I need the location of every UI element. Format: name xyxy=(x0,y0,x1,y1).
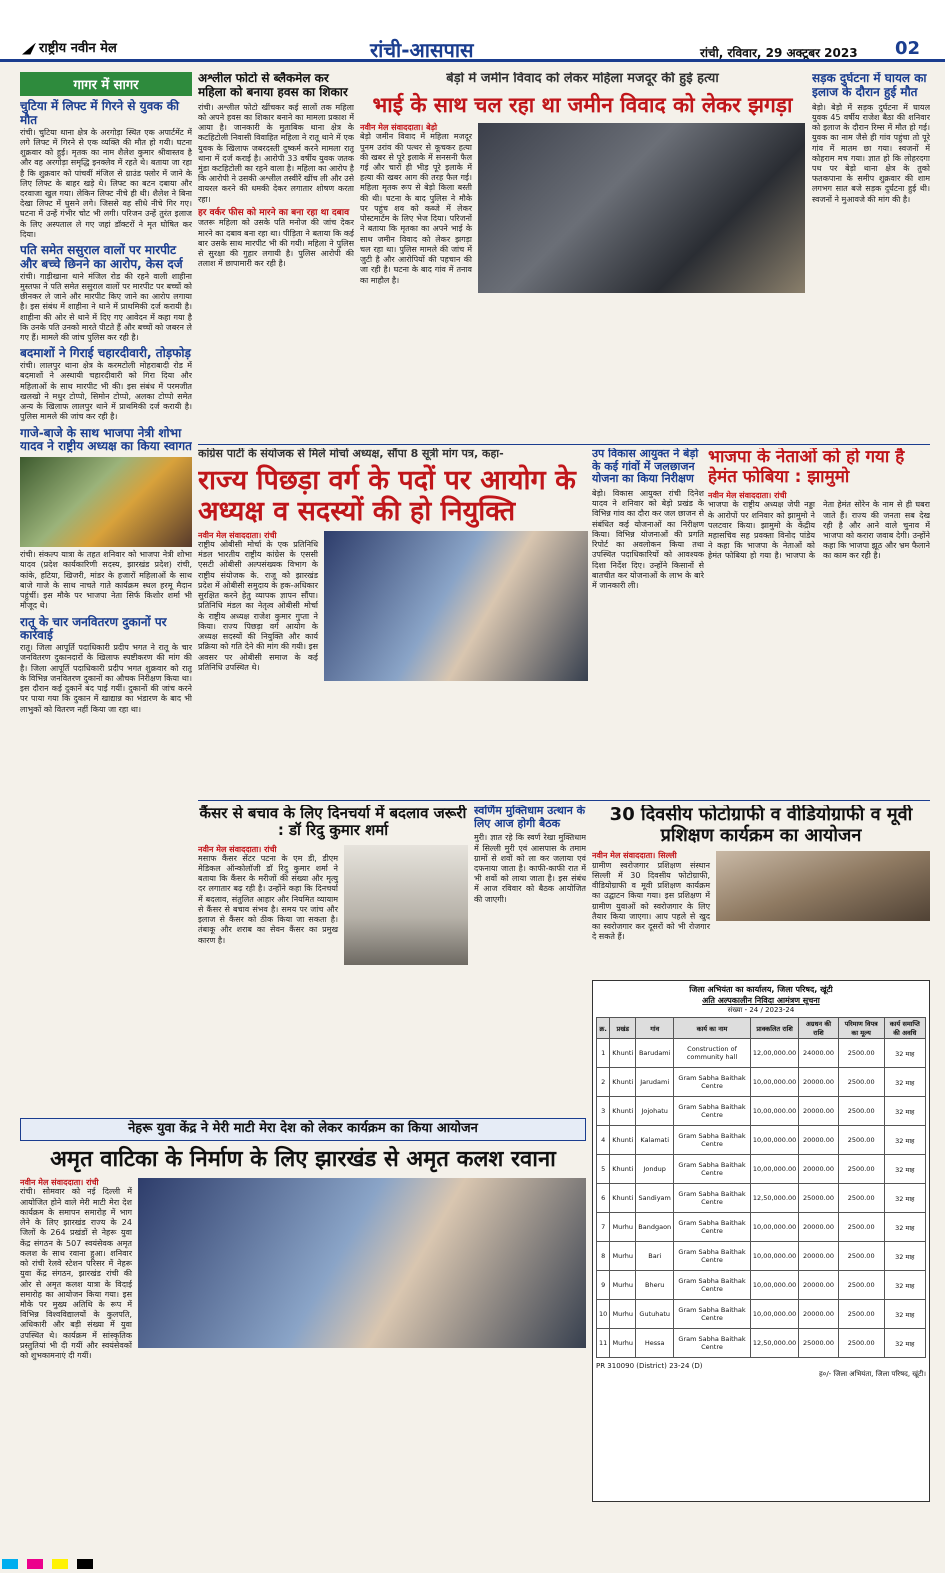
crematorium-story xyxy=(474,805,586,1115)
table-cell: 1 xyxy=(597,1039,610,1068)
table-cell: 20000.00 xyxy=(799,1068,838,1097)
table-cell: Gram Sabha Baithak Centre xyxy=(674,1068,751,1097)
story-body: रांची। सोमवार को नई दिल्ली में आयोजित होने वाले मेरी माटी मेरा देश कार्यक्रम के समापन समारोह में भाग लेने के लिए झारखंड राज्य के 24 जिलों के 264 प्रखंडों से नेहरू युवा केंद्र संगठन के 507 स्वयंसेवक अमृत कलश के साथ रवाना हुआ। शनिवार को रांची रेलवे स्टेशन परिसर में नेहरू युवा केंद्र संगठन, झारखंड रांची की ओर से अमृत कलश यात्रा के विदाई समारोह का आयोजन किया गया। इस मौके पर मुख्य अतिथि के रूप में विभिन्न विश्वविद्यालयों के कुलपति, अधिकारी और बड़ी संख्या में युवा उपस्थित थे। कार्यक्रम में सांस्कृतिक प्रस्तुतियां भी दी गयीं और स्वयंसेवकों को शुभकामनाएं दी गयीं। xyxy=(20,1187,132,1361)
table-cell: 2500.00 xyxy=(838,1242,884,1271)
table-cell: 2500.00 xyxy=(838,1097,884,1126)
table-cell: 20000.00 xyxy=(799,1300,838,1329)
table-cell: Gutuhatu xyxy=(636,1300,674,1329)
tender-code: PR 310090 (District) 23-24 (D) xyxy=(596,1362,703,1370)
story-title: बदमाशों ने गिराई चहारदीवारी, तोड़फोड़ xyxy=(20,346,191,361)
lead-headline: भाई के साथ चल रहा था जमीन विवाद को लेकर झगड़ा xyxy=(372,92,793,117)
story-body: भाजपा के राष्ट्रीय अध्यक्ष जेपी नड्डा के आरोपों पर शनिवार को झामुमो ने पलटवार किया। झामुमो के केंद्रीय महासचिव सह प्रवक्ता विनोद पांडेय ने कहा कि भाजपा के नेताओं को हेमंत फोबिया हो गया है। भाजपा के नेता हेमंत सोरेन के नाम से ही घबरा जाते हैं। राज्य की जनता सब देख रही है और आने वाले चुनाव में भाजपा को करारा जवाब देगी। उन्होंने कहा कि भाजपा झूठ और भ्रम फैलाने का काम कर रही है। xyxy=(708,500,930,561)
table-cell: 12,50,000.00 xyxy=(750,1184,798,1213)
masthead xyxy=(0,0,945,62)
crime-scene-photo xyxy=(478,123,805,293)
story-body: मुरी। ज्ञात रहे कि स्वर्ण रेखा मुक्तिधाम में सिल्ली मुरी एवं आसपास के तमाम ग्रामों से शवों को ला कर जलाया एवं दफनाया जाता है। काफी-काफी रात में भी शवों को लाया जाता है। इस संबंध में आज रविवार को बैठक आयोजित की जाएगी। xyxy=(474,833,586,904)
story-body: ग्रामीण स्वरोजगार प्रशिक्षण संस्थान सिल्ली में 30 दिवसीय फोटोग्राफी, वीडियोग्राफी व मूवी प्रशिक्षण कार्यक्रम का उद्घाटन किया गया। इस प्रशिक्षण में ग्रामीण युवाओं को स्वरोजगार के लिए तैयार किया जाएगा। आप पहले से खुद का स्वरोजगार कर दूसरों को भी रोजगार दे सकते हैं। xyxy=(592,860,710,942)
table-cell: Murhu xyxy=(610,1271,636,1300)
story-body: जतरू महिला को उसके पति मनोज की जांच देकर मारने का दबाव बना रहा था। पीड़िता ने बताया कि कई बार उसके साथ मारपीट भी की गयी। महिला ने पुलिस से सुरक्षा की गुहार लगायी है। पुलिस आरोपी की तलाश में छापामारी कर रही है। xyxy=(198,218,354,269)
table-cell: 32 माह xyxy=(884,1097,925,1126)
table-cell: 32 माह xyxy=(884,1329,925,1358)
tender-signature: ह०/- जिला अभियंता, जिला परिषद, खूंटी। xyxy=(818,1370,926,1378)
byline: नवीन मेल संवाददाता। रांची xyxy=(708,491,787,501)
table-cell: 11 xyxy=(597,1329,610,1358)
table-cell: Kalamati xyxy=(636,1126,674,1155)
send-off-photo xyxy=(138,1178,586,1348)
story-title: रातू के चार जनवितरण दुकानों पर कार्रवाई xyxy=(20,614,167,643)
table-cell: Gram Sabha Baithak Centre xyxy=(674,1242,751,1271)
table-cell: Murhu xyxy=(610,1213,636,1242)
gagar-banner: गागर में सागर xyxy=(20,72,192,96)
table-cell: 20000.00 xyxy=(799,1213,838,1242)
congress-text xyxy=(198,531,318,681)
story-body: बेड़ो। बेड़ो में सड़क दुर्घटना में घायल युवक 45 वर्षीय राजेश बैठा की शनिवार को इलाज के दौरान रिम्स में मौत हो गई। युवक का नाम जैसे ही गांव पहुंचा तो पूरे गांव में मातम छा गया। स्वजनों में कोहराम मच गया। ज्ञात हो कि लोहरदगा पथ पर बेड़ो थाना क्षेत्र के तुको फतकपाना के समीप शुक्रवार की शाम लगभग सात बजे सड़क दुर्घटना हुई थी। स्वजनों ने मुआवजे की मांग की है। xyxy=(812,102,930,204)
story-body: मसाफ कैंसर सेंटर पटना के एम डी, डीएम मेडिकल ऑन्कोलॉजी डॉ रिदु कुमार शर्मा ने बताया कि कैंसर के मरीजों की संख्या और मृत्यु दर लगातार बढ़ रही है। उन्होंने कहा कि दिनचर्या में बदलाव, संतुलित आहार और नियमित व्यायाम से कैंसर से बचाव संभव है। समय पर जांच और इलाज से कैंसर को ठीक किया जा सकता है। तंबाकू और शराब का सेवन कैंसर का प्रमुख कारण है। xyxy=(198,853,338,945)
table-cell: 5 xyxy=(597,1155,610,1184)
story-body: रांची। लालपुर थाना क्षेत्र के करमटोली मोहराबादी रोड में बदमाशों ने अस्थायी चहारदीवारी को गिरा दिया और महिलाओं के साथ मारपीट भी की। इस संबंध में परमजीत खलखो ने मधुर टोप्पो, सिमोन टोप्पो, अलका टोप्पो समेत अन्य के खिलाफ लालपुर थाने में प्राथमिकी दर्ज करायी है। पुलिस मामले की जांच कर रही है। xyxy=(20,361,192,422)
table-cell: Jarudami xyxy=(636,1068,674,1097)
column-header: क्र. xyxy=(597,1018,610,1039)
magenta-swatch xyxy=(27,1559,43,1569)
story-title: गाजे-बाजे के साथ भाजपा नेत्री शोभा यादव ने राष्ट्रीय अध्यक्ष का किया स्वागत xyxy=(20,425,192,454)
table-cell: 20000.00 xyxy=(799,1155,838,1184)
story-body: राष्ट्रीय ओबीसी मोर्चा के एक प्रतिनिधि मंडल भारतीय राष्ट्रीय कांग्रेस के एससी एसटी ओबीसी अल्पसंख्यक विभाग के राष्ट्रीय संयोजक के. राजू को झारखंड प्रदेश में ओबीसी समुदाय के हक-अधिकार सुरक्षित करने हेतु व्यापक ज्ञापन सौंपा। प्रतिनिधि मंडल का नेतृत्व ओबीसी मोर्चा के राष्ट्रीय अध्यक्ष राजेश कुमार गुप्ता ने किया। राज्य पिछड़ा वर्ग आयोग के अध्यक्ष सदस्यों की नियुक्ति और कार्य प्रक्रिया को गति देने की मांग की गयी। इस अवसर पर ओबीसी समाज के कई प्रतिनिधि उपस्थित थे। xyxy=(198,539,318,672)
table-cell: 2500.00 xyxy=(838,1184,884,1213)
tender-table xyxy=(596,1017,926,1358)
table-cell: Hessa xyxy=(636,1329,674,1358)
congress-story xyxy=(198,448,588,798)
table-cell: 9 xyxy=(597,1271,610,1300)
story-body: रांची। गाड़ीखाना थाने मंजिल रोड की रहने वाली शाहीना मुस्तफा ने पति समेत ससुराल वालों पर मारपीट पर बच्चों को छीनकर ले जाने और मारपीट किए जाने का आरोप लगाया है। इस संबंध में शाहीना ने थाने में प्राथमिकी दर्ज करायी है। शाहीना की ओर से थाने में दिए गए आवेदन में कहा गया है कि उनके पति उनको मारते पीटते हैं और बच्चों को जबरन ले गए हैं। मामले की जांच पुलिस कर रही है। xyxy=(20,271,192,343)
yellow-swatch xyxy=(52,1559,68,1569)
column-header: प्रखंड xyxy=(610,1018,636,1039)
divider xyxy=(198,444,930,445)
story-body: बेड़ो। विकास आयुक्त रांची दिनेश यादव ने शनिवार को बेड़ो प्रखंड के विभिन्न गांव का दौरा कर जल छाजन से संबंधित कई योजनाओं का निरीक्षण किया। विभिन्न योजनाओं की प्रगति रिपोर्ट का अवलोकन किया तथा उपस्थित पदाधिकारियों को आवश्यक दिशा निर्देश दिए। उन्होंने किसानों से बातचीत कर योजनाओं के लाभ के बारे में जानकारी ली। xyxy=(592,488,704,591)
byline: नवीन मेल संवाददाता। रांची xyxy=(198,530,277,540)
cyan-swatch xyxy=(2,1559,18,1569)
table-cell: 2500.00 xyxy=(838,1271,884,1300)
story-body: बेड़ो जमीन विवाद में महिला मजदूर पुनम उरांव की पत्थर से कूचकर हत्या की खबर से पूरे इलाके में सनसनी फैल गई और चारों ही भीड़ पूरे इलाके में हत्या की खबर आग की तरह फैल गई। महिला मृतक रूप से बेड़ो किला बस्ती की थी। घटना के बाद पुलिस ने मौके पर पहुंच शव को कब्जे में लेकर पोस्टमार्टम के लिए भेज दिया। परिजनों ने बताया कि मृतका का अपने भाई के साथ जमीन विवाद को लेकर झगड़ा चल रहा था। पुलिस मामले की जांच में जुटी है और आरोपियों की पहचान की जा रही है। घटना के बाद गांव में तनाव का माहौल है। xyxy=(360,132,472,285)
amrit-text xyxy=(20,1178,132,1361)
cancer-headline: कैंसर से बचाव के लिए दिनचर्या में बदलाव जरूरी : डॉ रिदु कुमार शर्मा xyxy=(199,805,467,840)
story-kicker: कांग्रेस पार्टी के संयोजक से मिले मोर्चा अध्यक्ष, सौंपा 8 सूत्री मांग पत्र, कहा- xyxy=(198,448,504,460)
table-cell: Sandiyam xyxy=(636,1184,674,1213)
table-cell: Khunti xyxy=(610,1126,636,1155)
story-body: रांची। चुटिया थाना क्षेत्र के अरगोड़ा स्थित एक अपार्टमेंट में लगे लिफ्ट में गिरने से एक व्यक्ति की मौत हो गयी। घटना शुक्रवार को हुई। मृतक का नाम शैलेश कुमार श्रीवास्तव है और वह अरगोड़ा समृद्धि इनक्लेव में रहते थे। बताया जा रहा है कि शुक्रवार को पांचवीं मंजिल से ग्राउंड फ्लोर में जाने के लिए लिफ्ट के बाहर खड़े थे। लिफ्ट का बटन दबाया और दरवाजा खुल गया। लेकिन लिफ्ट नीचे ही थी। शैलेश ने बिना देखा लिफ्ट में घुसने लगे। जिससे वह सीधे नीचे गिर गए। घटना में उन्हें गंभीर चोट भी लगी। परिजन उन्हें तुरंत इलाज के लिए अस्पताल ले गए जहां डॉक्टरों ने मृत घोषित कर दिया। xyxy=(20,127,192,239)
column-header: अग्रधन की राशि xyxy=(799,1018,838,1039)
table-cell: 2500.00 xyxy=(838,1155,884,1184)
story-body: रातू। जिला आपूर्ति पदाधिकारी प्रदीप भगत ने रातू के चार जनवितरण दुकानदारों के खिलाफ स्पष्टीकरण की मांग की है। जिला आपूर्ति पदाधिकारी प्रदीप भगत शुक्रवार को रातू के विभिन्न जनवितरण दुकानों का औचक निरीक्षण किया था। इस दौरान कई दुकानें बंद पाई गयीं। दुकानों की जांच करने पर पाया गया कि दुकान में खाद्यान्न का भंडारण के बाद भी लाभुकों को वितरण नहीं किया जा रहा था। xyxy=(20,643,192,714)
table-cell: 4 xyxy=(597,1126,610,1155)
table-cell: Gram Sabha Baithak Centre xyxy=(674,1155,751,1184)
table-cell: 6 xyxy=(597,1184,610,1213)
rally-photo xyxy=(20,457,192,547)
story-kicker: नेहरू युवा केंद्र ने मेरी माटी मेरा देश को लेकर कार्यक्रम का किया आयोजन xyxy=(128,1121,478,1136)
table-cell: 25000.00 xyxy=(799,1329,838,1358)
tender-office: जिला अभियंता का कार्यालय, जिला परिषद, खूंटी xyxy=(689,985,833,994)
page-number: 02 xyxy=(895,38,921,59)
table-cell: 2500.00 xyxy=(838,1126,884,1155)
lead-text-column xyxy=(360,123,472,293)
table-cell: 2500.00 xyxy=(838,1068,884,1097)
table-cell: Murhu xyxy=(610,1329,636,1358)
table-cell: Murhu xyxy=(610,1300,636,1329)
column-header: प्राक्कलित राशि xyxy=(750,1018,798,1039)
table-cell: 20000.00 xyxy=(799,1126,838,1155)
amrit-kalash-story xyxy=(20,1118,586,1550)
byline: नवीन मेल संवाददाता। रांची xyxy=(198,844,277,854)
table-cell: 32 माह xyxy=(884,1039,925,1068)
table-cell: Construction of community hall xyxy=(674,1039,751,1068)
table-cell: Gram Sabha Baithak Centre xyxy=(674,1213,751,1242)
table-cell: 32 माह xyxy=(884,1068,925,1097)
cancer-text xyxy=(198,845,338,965)
byline: नवीन मेल संवाददाता। बेड़ो xyxy=(360,123,438,133)
table-row xyxy=(597,1242,926,1271)
table-cell: 32 माह xyxy=(884,1242,925,1271)
column-header: कार्य समाप्ति की अवधि xyxy=(884,1018,925,1039)
table-cell: Jondup xyxy=(636,1155,674,1184)
story-title: उप विकास आयुक्त ने बेड़ो के कई गांवों में जलछाजन योजना का किया निरीक्षण xyxy=(592,448,699,486)
table-cell: 10,00,000.00 xyxy=(750,1068,798,1097)
column-header: गांव xyxy=(636,1018,674,1039)
table-cell: Khunti xyxy=(610,1097,636,1126)
pen-nib-icon xyxy=(22,43,36,55)
brand-logo xyxy=(22,38,117,56)
table-cell: Khunti xyxy=(610,1155,636,1184)
table-cell: 3 xyxy=(597,1097,610,1126)
table-cell: Gram Sabha Baithak Centre xyxy=(674,1097,751,1126)
table-cell: 10,00,000.00 xyxy=(750,1213,798,1242)
table-row xyxy=(597,1300,926,1329)
table-cell: Barudami xyxy=(636,1039,674,1068)
cancer-story xyxy=(198,805,468,1115)
table-cell: 2500.00 xyxy=(838,1300,884,1329)
tender-notice xyxy=(592,980,930,1502)
story-title: चुटिया में लिफ्ट में गिरने से युवक की मौत xyxy=(20,99,180,127)
table-cell: 32 माह xyxy=(884,1155,925,1184)
story-title: स्वर्णिम मुक्तिधाम उत्थान के लिए आज होगी बैठक xyxy=(474,805,586,830)
table-cell: 8 xyxy=(597,1242,610,1271)
table-cell: Gram Sabha Baithak Centre xyxy=(674,1329,751,1358)
table-cell: Gram Sabha Baithak Centre xyxy=(674,1271,751,1300)
section-title: रांची-आसपास xyxy=(370,38,474,62)
table-cell: 32 माह xyxy=(884,1184,925,1213)
table-row xyxy=(597,1097,926,1126)
brand-name: राष्ट्रीय नवीन मेल xyxy=(39,41,117,56)
story-title: सड़क दुर्घटना में घायल का इलाज के दौरान हुई मौत xyxy=(812,72,927,99)
column-header: कार्य का नाम xyxy=(674,1018,751,1039)
table-cell: 10,00,000.00 xyxy=(750,1242,798,1271)
photo-course-story xyxy=(592,805,930,975)
table-cell: Khunti xyxy=(610,1068,636,1097)
table-row xyxy=(597,1068,926,1097)
story-body: रांची। संकल्प यात्रा के तहत शनिवार को भाजपा नेत्री शोभा यादव (प्रदेश कार्यकारिणी सदस्य, झारखंड प्रदेश) रांची, कांके, हटिया, खिजरी, मांडर के हजारों महिलाओं के साथ बाजे गाजे के साथ नाचते गाते कार्यक्रम स्थल हरमू मैदान पहुंचीं। इस मौके पर भाजपा नेता सिर्फ किशोर शर्मा भी मौजूद थे। xyxy=(20,550,192,611)
table-cell: Gram Sabha Baithak Centre xyxy=(674,1184,751,1213)
table-cell: Gram Sabha Baithak Centre xyxy=(674,1126,751,1155)
table-cell: 10,00,000.00 xyxy=(750,1126,798,1155)
table-row xyxy=(597,1271,926,1300)
divider xyxy=(198,800,930,801)
tender-number: संख्या - 24 / 2023-24 xyxy=(727,1006,795,1014)
development-story xyxy=(592,448,704,798)
table-row xyxy=(597,1039,926,1068)
table-row xyxy=(597,1213,926,1242)
registration-bar xyxy=(0,1555,945,1573)
table-header-row xyxy=(597,1018,926,1039)
table-cell: 32 माह xyxy=(884,1126,925,1155)
jmm-headline: भाजपा के नेताओं को हो गया है हेमंत फोबिया : झामुमो xyxy=(708,448,905,487)
doctor-portrait xyxy=(344,845,468,965)
table-cell: 10,00,000.00 xyxy=(750,1155,798,1184)
tender-heading: अति अल्पकालीन निविदा आमंत्रण सूचना xyxy=(702,996,820,1005)
story-title: अश्लील फोटो से ब्लैकमेल कर महिला को बनाया हवस का शिकार xyxy=(198,72,348,99)
table-cell: 2500.00 xyxy=(838,1213,884,1242)
table-cell: 10,00,000.00 xyxy=(750,1097,798,1126)
table-cell: 12,50,000.00 xyxy=(750,1329,798,1358)
table-row xyxy=(597,1155,926,1184)
story-title: पति समेत ससुराल वालों पर मारपीट और बच्चे छिनने का आरोप, केस दर्ज xyxy=(20,243,183,271)
table-row xyxy=(597,1184,926,1213)
byline: नवीन मेल संवाददाता। सिल्ली xyxy=(592,851,677,861)
congress-headline: राज्य पिछड़ा वर्ग के पदों पर आयोग के अध्यक्ष व सदस्यों की हो नियुक्ति xyxy=(198,464,576,527)
table-cell: Bandgaon xyxy=(636,1213,674,1242)
table-cell: 32 माह xyxy=(884,1213,925,1242)
story-body: रांची। अश्लील फोटो खींचकर कई सालों तक महिला को अपने हवस का शिकार बनाने का मामला प्रकाश में आया है। जानकारी के मुताबिक थाना क्षेत्र के कटहिटोली निवासी विवाहित महिला ने रातू थाने में एक युवक के खिलाफ जबरदस्ती दुष्कर्म करने मामला रातू थाना में दर्ज कराई है। आरोपी 33 वर्षीय युवक जतक मुंडा कटहिटोली का रहने वाला है। महिला का आरोप है कि आरोपी ने उसकी अश्लील तस्वीरें खींच ली और उसे वायरल करने की धमकी देकर लगातार शोषण करता रहा। xyxy=(198,102,354,204)
table-cell: Bheru xyxy=(636,1271,674,1300)
course-text xyxy=(592,851,710,942)
byline: नवीन मेल संवाददाता। रांची xyxy=(20,1178,99,1188)
jmm-story xyxy=(708,448,930,798)
table-cell: Murhu xyxy=(610,1242,636,1271)
course-headline: 30 दिवसीय फोटोग्राफी व वीडियोग्राफी व मूवी प्रशिक्षण कार्यक्रम का आयोजन xyxy=(609,805,913,846)
table-cell: Khunti xyxy=(610,1039,636,1068)
table-cell: 2 xyxy=(597,1068,610,1097)
column-header: परिमाण विपत्र का मूल्य xyxy=(838,1018,884,1039)
table-body xyxy=(597,1039,926,1358)
table-cell: 25000.00 xyxy=(799,1184,838,1213)
blackmail-story xyxy=(198,72,354,442)
amrit-headline: अमृत वाटिका के निर्माण के लिए झारखंड से अमृत कलश रवाना xyxy=(50,1146,556,1172)
delegation-photo xyxy=(324,531,588,681)
left-column xyxy=(20,72,192,1062)
table-cell: 32 माह xyxy=(884,1271,925,1300)
table-cell: 2500.00 xyxy=(838,1329,884,1358)
table-row xyxy=(597,1329,926,1358)
dateline: रांची, रविवार, 29 अक्टूबर 2023 xyxy=(700,46,858,60)
table-cell: 12,00,000.00 xyxy=(750,1039,798,1068)
table-cell: Jojohatu xyxy=(636,1097,674,1126)
table-cell: 7 xyxy=(597,1213,610,1242)
table-cell: Bari xyxy=(636,1242,674,1271)
lead-story xyxy=(360,72,805,442)
story-kicker: बेड़ो में जमीन विवाद को लेकर महिला मजदूर की हुई हत्या xyxy=(446,72,719,86)
table-cell: 24000.00 xyxy=(799,1039,838,1068)
table-cell: 32 माह xyxy=(884,1300,925,1329)
table-cell: 10,00,000.00 xyxy=(750,1300,798,1329)
story-subhead: हर वर्कर फीस को मारने का बना रहा था दबाव xyxy=(198,207,350,218)
table-cell: 10,00,000.00 xyxy=(750,1271,798,1300)
table-cell: 20000.00 xyxy=(799,1271,838,1300)
table-cell: 10 xyxy=(597,1300,610,1329)
table-cell: 20000.00 xyxy=(799,1097,838,1126)
accident-story xyxy=(812,72,930,442)
table-cell: 2500.00 xyxy=(838,1039,884,1068)
training-photo xyxy=(716,851,930,921)
table-row xyxy=(597,1126,926,1155)
table-cell: Khunti xyxy=(610,1184,636,1213)
table-cell: Gram Sabha Baithak Centre xyxy=(674,1300,751,1329)
table-cell: 20000.00 xyxy=(799,1242,838,1271)
black-swatch xyxy=(77,1559,93,1569)
